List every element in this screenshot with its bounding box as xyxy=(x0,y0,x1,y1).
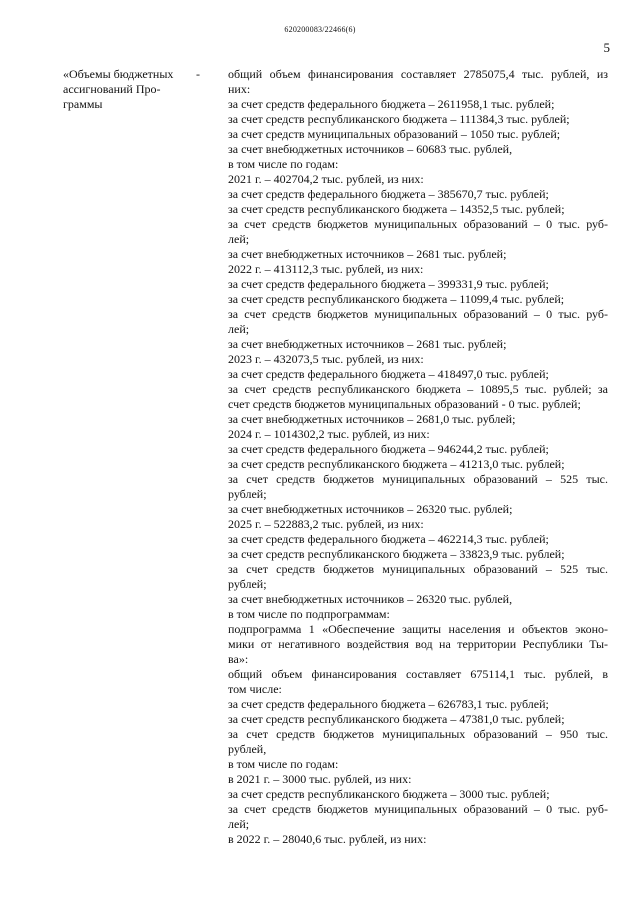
text-line: рублей, xyxy=(228,742,267,756)
text-line: за счет внебюджетных источников – 2681 тыс. рублей; xyxy=(228,337,507,351)
text-line: за счет средств бюджетов муниципальных образований – 0 тыс. руб- xyxy=(228,307,608,321)
section-label-line: «Объемы бюджетных xyxy=(63,67,174,81)
text-line: за счет средств республиканского бюджета – 33823,9 тыс. рублей; xyxy=(228,547,565,561)
text-line: за счет средств бюджетов муниципальных образований – 950 тыс. xyxy=(228,727,608,741)
text-line: за счет средств бюджетов муниципальных образований – 0 тыс. руб- xyxy=(228,217,608,231)
text-line: лей; xyxy=(228,322,250,336)
text-line: за счет средств бюджетов муниципальных образований – 0 тыс. руб- xyxy=(228,802,608,816)
section-label xyxy=(63,67,193,112)
text-line: за счет средств федерального бюджета – 399331,9 тыс. рублей; xyxy=(228,277,549,291)
text-line: в том числе по годам: xyxy=(228,157,339,171)
text-line: за счет средств республиканского бюджета – 14352,5 тыс. рублей; xyxy=(228,202,565,216)
document-number: 620200083/22466(6) xyxy=(284,25,356,34)
text-line: том числе: xyxy=(228,682,282,696)
text-line: за счет средств бюджетов муниципальных образований – 525 тыс. xyxy=(228,562,608,576)
funding-text xyxy=(228,67,608,847)
text-line: в 2021 г. – 3000 тыс. рублей, из них: xyxy=(228,772,412,786)
text-line: общий объем финансирования составляет 2785075,4 тыс. рублей, из xyxy=(228,67,608,81)
text-line: счет средств бюджетов муниципальных образований - 0 тыс. рублей; xyxy=(228,397,581,411)
page-number: 5 xyxy=(603,40,610,55)
text-line: за счет средств федерального бюджета – 418497,0 тыс. рублей; xyxy=(228,367,549,381)
text-line: за счет средств федерального бюджета – 946244,2 тыс. рублей; xyxy=(228,442,549,456)
text-line: мики от негативного воздействия вод на территории Республики Ты- xyxy=(228,637,608,651)
text-line: за счет средств республиканского бюджета – 3000 тыс. рублей; xyxy=(228,787,550,801)
text-line: за счет средств республиканского бюджета – 111384,3 тыс. рублей; xyxy=(228,112,570,126)
text-line: общий объем финансирования составляет 675114,1 тыс. рублей, в xyxy=(228,667,608,681)
text-line: в 2022 г. – 28040,6 тыс. рублей, из них: xyxy=(228,832,427,846)
text-line: за счет средств республиканского бюджета – 11099,4 тыс. рублей; xyxy=(228,292,565,306)
text-line: 2021 г. – 402704,2 тыс. рублей, из них: xyxy=(228,172,424,186)
text-line: за счет средств муниципальных образований – 1050 тыс. рублей; xyxy=(228,127,561,141)
text-line: 2025 г. – 522883,2 тыс. рублей, из них: xyxy=(228,517,424,531)
text-line: 2024 г. – 1014302,2 тыс. рублей, из них: xyxy=(228,427,430,441)
text-line: за счет внебюджетных источников – 60683 тыс. рублей, xyxy=(228,142,513,156)
text-line: за счет средств федерального бюджета – 626783,1 тыс. рублей; xyxy=(228,697,549,711)
text-line: за счет средств федерального бюджета – 462214,3 тыс. рублей; xyxy=(228,532,549,546)
text-line: ва»: xyxy=(228,652,249,666)
text-line: них: xyxy=(228,82,251,96)
text-line: рублей; xyxy=(228,577,267,591)
text-line: 2023 г. – 432073,5 тыс. рублей, из них: xyxy=(228,352,424,366)
section-label-line: граммы xyxy=(63,97,103,111)
text-line: лей; xyxy=(228,817,250,831)
text-line: за счет внебюджетных источников – 26320 тыс. рублей; xyxy=(228,502,513,516)
text-line: в том числе по годам: xyxy=(228,757,339,771)
text-line: в том числе по подпрограммам: xyxy=(228,607,390,621)
text-line: за счет средств бюджетов муниципальных образований – 525 тыс. xyxy=(228,472,608,486)
text-line: за счет средств республиканского бюджета – 10895,5 тыс. рублей; за xyxy=(228,382,608,396)
text-line: 2022 г. – 413112,3 тыс. рублей, из них: xyxy=(228,262,424,276)
text-line: за счет средств республиканского бюджета – 41213,0 тыс. рублей; xyxy=(228,457,565,471)
text-line: лей; xyxy=(228,232,250,246)
text-line: рублей; xyxy=(228,487,267,501)
label-dash: - xyxy=(196,67,200,81)
text-line: подпрограмма 1 «Обеспечение защиты населения и объектов эконо- xyxy=(228,622,608,636)
text-line: за счет внебюджетных источников – 2681,0 тыс. рублей; xyxy=(228,412,516,426)
text-line: за счет средств федерального бюджета – 385670,7 тыс. рублей; xyxy=(228,187,549,201)
text-line: за счет внебюджетных источников – 2681 тыс. рублей; xyxy=(228,247,507,261)
text-line: за счет средств республиканского бюджета – 47381,0 тыс. рублей; xyxy=(228,712,565,726)
section-label-line: ассигнований Про- xyxy=(63,82,161,96)
text-line: за счет внебюджетных источников – 26320 тыс. рублей, xyxy=(228,592,513,606)
text-line: за счет средств федерального бюджета – 2611958,1 тыс. рублей; xyxy=(228,97,555,111)
